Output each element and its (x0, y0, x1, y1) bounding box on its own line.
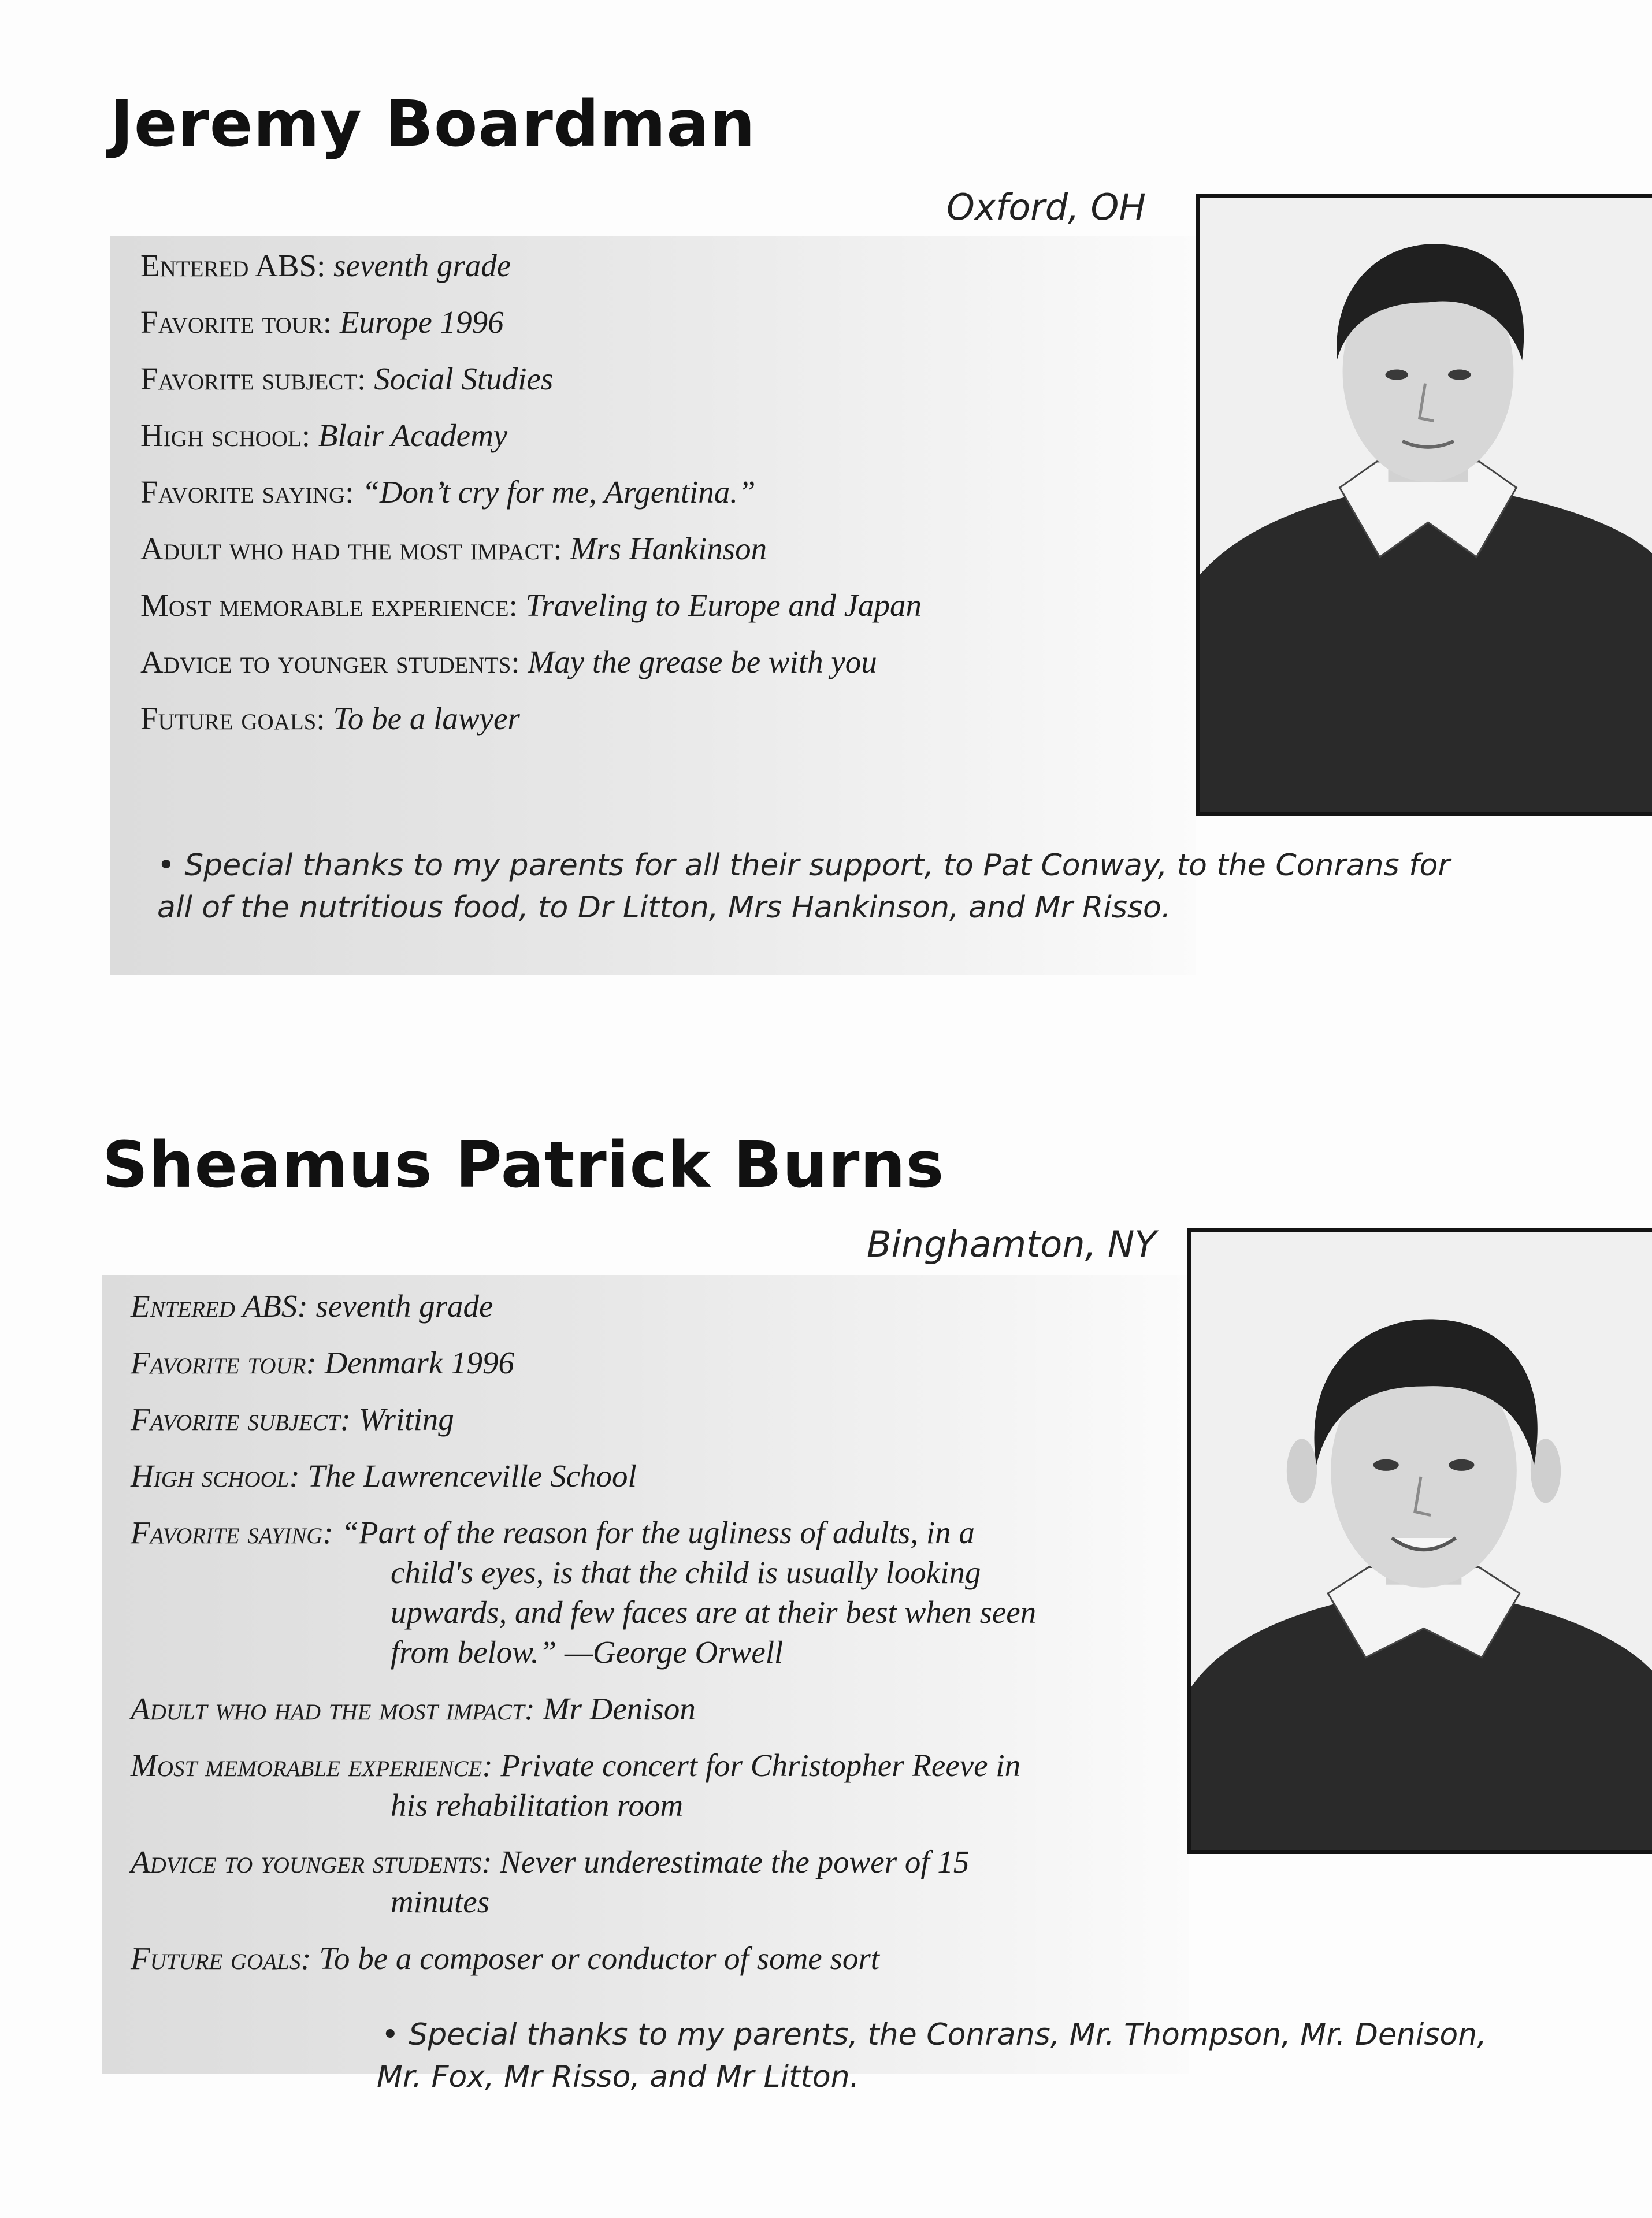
fact-entered (131, 1286, 493, 1326)
fact-label: Favorite saying: (131, 1515, 333, 1550)
portrait-photo (1187, 1228, 1652, 1854)
fact-value: To be a composer or conductor of some sort (319, 1941, 880, 1976)
fact-future-goals (140, 699, 520, 738)
portrait-photo-icon (1191, 1232, 1652, 1850)
fact-favorite-subject (131, 1399, 454, 1439)
fact-label: Favorite saying: (140, 474, 354, 510)
fact-future-goals (131, 1938, 879, 1978)
fact-label: Most memorable experience: (131, 1748, 493, 1783)
fact-entered (140, 246, 511, 285)
fact-label: Future goals: (131, 1941, 311, 1976)
fact-value: Mrs Hankinson (570, 531, 767, 566)
fact-adult-impact (140, 529, 767, 569)
fact-value: Denmark 1996 (324, 1345, 514, 1380)
fact-label: Advice to younger students: (131, 1844, 492, 1879)
fact-continuation: from below.” —George Orwell (391, 1634, 784, 1670)
student-name: Jeremy Boardman (110, 87, 756, 161)
fact-label: High school: (140, 418, 311, 453)
student-hometown: Oxford, OH (946, 186, 1146, 228)
fact-value: seventh grade (315, 1288, 493, 1324)
special-thanks-line: • Special thanks to my parents for all their support, to Pat Conway, to the Conrans for (157, 848, 1450, 883)
fact-value: Writing (358, 1402, 454, 1437)
fact-high-school (131, 1456, 637, 1496)
special-thanks-line: all of the nutritious food, to Dr Litton, Mrs Hankinson, and Mr Risso. (157, 890, 1171, 925)
fact-memorable-experience (131, 1745, 1020, 1785)
fact-memorable-experience (140, 585, 922, 625)
fact-continuation: his rehabilitation room (391, 1788, 684, 1823)
fact-value: Blair Academy (318, 418, 508, 453)
fact-continuation: child's eyes, is that the child is usually looking (391, 1555, 981, 1590)
fact-value: May the grease be with you (528, 644, 877, 679)
fact-value: Mr Denison (543, 1691, 696, 1726)
fact-label: High school: (131, 1458, 300, 1493)
portrait-photo-icon (1200, 198, 1652, 812)
fact-label: Most memorable experience: (140, 588, 518, 623)
fact-value: To be a lawyer (333, 701, 520, 736)
fact-continuation: upwards, and few faces are at their best when seen (391, 1595, 1037, 1630)
fact-value: The Lawrenceville School (307, 1458, 637, 1493)
fact-label: Favorite subject: (140, 361, 366, 396)
fact-high-school (140, 415, 507, 455)
fact-favorite-subject (140, 359, 553, 399)
fact-label: Favorite tour: (140, 304, 332, 340)
fact-value: Traveling to Europe and Japan (525, 588, 922, 623)
fact-advice (140, 642, 877, 682)
fact-value: Never underestimate the power of 15 (500, 1844, 970, 1879)
fact-label: Favorite tour: (131, 1345, 317, 1380)
student-hometown: Binghamton, NY (867, 1223, 1157, 1265)
fact-value: Private concert for Christopher Reeve in (500, 1748, 1021, 1783)
fact-advice (131, 1842, 969, 1882)
fact-value: Europe 1996 (339, 304, 504, 340)
special-thanks-line: • Special thanks to my parents, the Conrans, Mr. Thompson, Mr. Denison, (381, 2018, 1487, 2052)
fact-label: Advice to younger students: (140, 644, 520, 679)
fact-favorite-saying (140, 472, 756, 512)
fact-favorite-saying (131, 1513, 975, 1552)
fact-favorite-tour (131, 1343, 514, 1383)
fact-label: Adult who had the most impact: (140, 531, 562, 566)
fact-label: Adult who had the most impact: (131, 1691, 535, 1726)
fact-label: Future goals: (140, 701, 325, 736)
fact-value: “Don’t cry for me, Argentina.” (362, 474, 756, 510)
fact-adult-impact (131, 1689, 696, 1729)
fact-value: seventh grade (333, 248, 511, 283)
fact-label: Entered ABS: (131, 1288, 308, 1324)
fact-continuation: minutes (391, 1884, 490, 1919)
special-thanks-line: Mr. Fox, Mr Risso, and Mr Litton. (377, 2060, 860, 2094)
fact-value: “Part of the reason for the ugliness of adults, in a (341, 1515, 975, 1550)
portrait-photo (1196, 194, 1652, 816)
student-name: Sheamus Patrick Burns (102, 1128, 945, 1202)
fact-label: Entered ABS: (140, 248, 326, 283)
fact-value: Social Studies (374, 361, 554, 396)
fact-favorite-tour (140, 302, 504, 342)
fact-label: Favorite subject: (131, 1402, 351, 1437)
